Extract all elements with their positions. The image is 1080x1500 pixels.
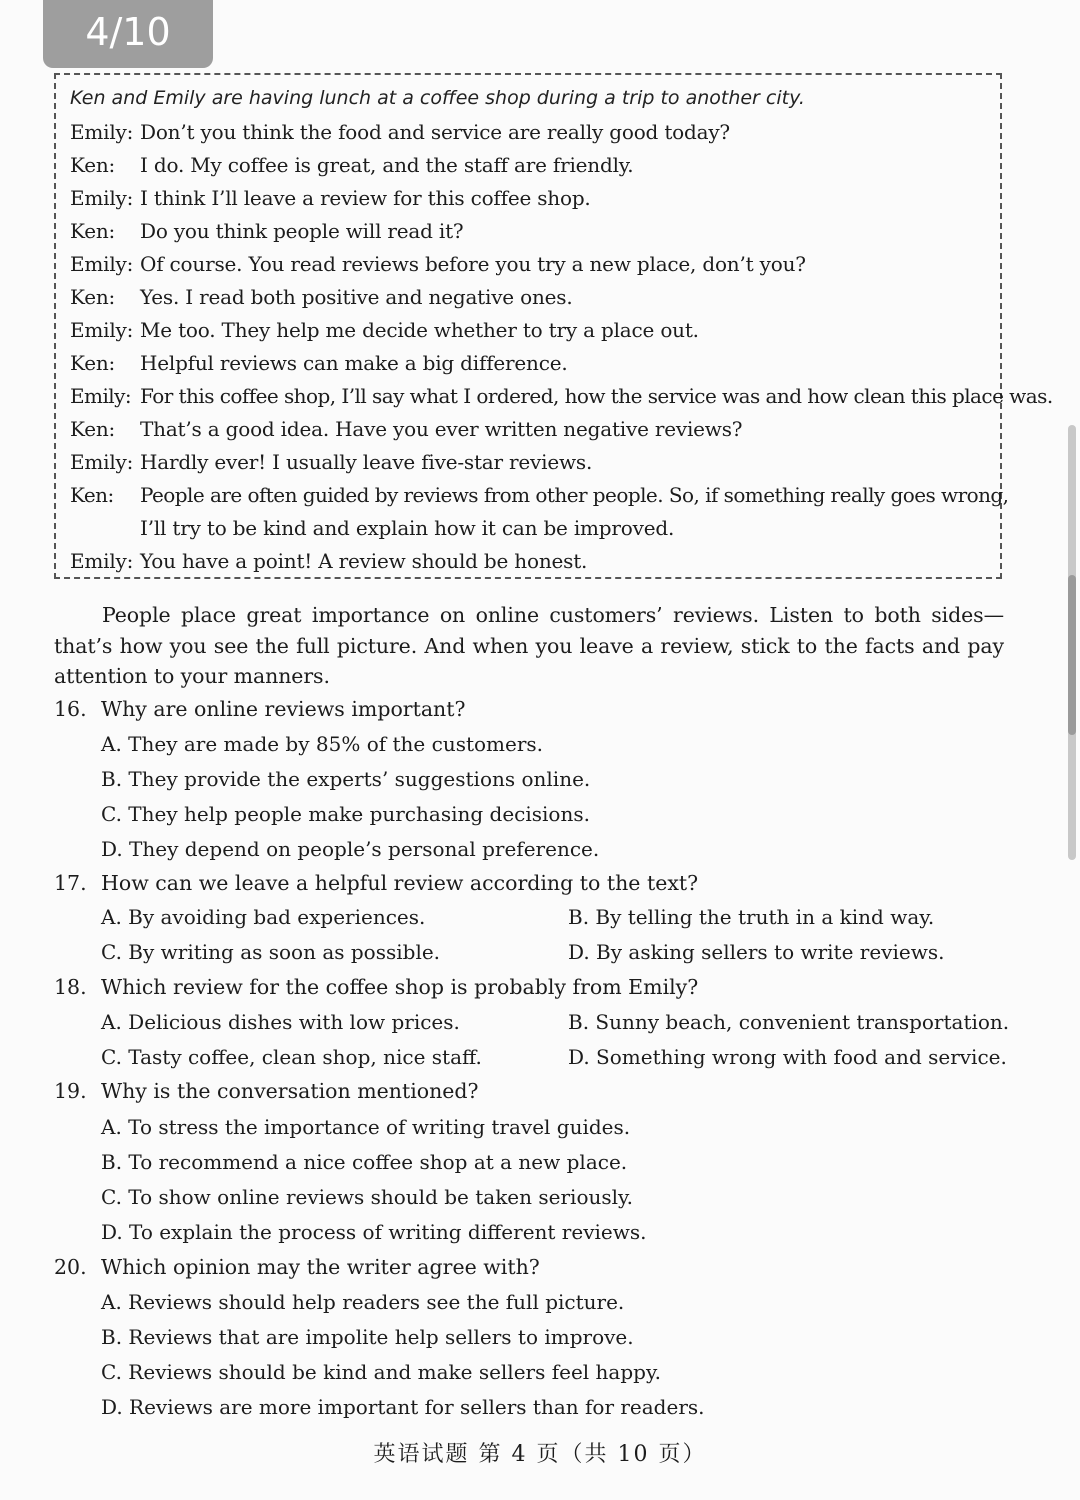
speaker: Emily: <box>70 120 134 144</box>
speaker: Emily: <box>70 384 132 408</box>
question-text: How can we leave a helpful review according to the text? <box>101 871 699 895</box>
option-19-d: D. To explain the process of writing different reviews. <box>101 1220 647 1244</box>
question-16 <box>54 697 466 721</box>
utterance: I think I’ll leave a review for this coffee shop. <box>140 186 591 210</box>
utterance: Do you think people will read it? <box>140 219 464 243</box>
option-18-c: C. Tasty coffee, clean shop, nice staff. <box>101 1045 482 1069</box>
question-text: Why are online reviews important? <box>101 697 466 721</box>
utterance: For this coffee shop, I’ll say what I ordered, how the service was and how clean this place was. <box>140 384 1053 408</box>
utterance: Of course. You read reviews before you try a new place, don’t you? <box>140 252 806 276</box>
speaker: Ken: <box>70 417 116 441</box>
utterance: You have a point! A review should be honest. <box>140 549 588 573</box>
option-16-c: C. They help people make purchasing decisions. <box>101 802 590 826</box>
speaker: Ken: <box>70 483 114 507</box>
utterance: I do. My coffee is great, and the staff are friendly. <box>140 153 634 177</box>
utterance: Helpful reviews can make a big difference. <box>140 351 568 375</box>
speaker: Ken: <box>70 351 116 375</box>
passage-paragraph: People place great importance on online customers’ reviews. Listen to both sides—that’s how you see the full picture. And when you leave a review, stick to the facts and pay attention to your manners. <box>54 603 1004 688</box>
utterance: Yes. I read both positive and negative ones. <box>140 285 573 309</box>
speaker: Emily: <box>70 252 134 276</box>
speaker: Ken: <box>70 153 116 177</box>
dialogue-line <box>70 285 572 309</box>
question-text: Which opinion may the writer agree with? <box>101 1255 540 1279</box>
dialogue-line <box>70 549 587 573</box>
question-18 <box>54 975 698 999</box>
speaker: Emily: <box>70 318 134 342</box>
option-19-b: B. To recommend a nice coffee shop at a new place. <box>101 1150 628 1174</box>
dialogue-line <box>70 384 1053 408</box>
utterance: Hardly ever! I usually leave five-star reviews. <box>140 450 593 474</box>
question-20 <box>54 1255 540 1279</box>
option-19-a: A. To stress the importance of writing travel guides. <box>101 1115 631 1139</box>
option-18-a: A. Delicious dishes with low prices. <box>101 1010 460 1034</box>
dialogue-box <box>54 73 1053 579</box>
question-number: 17. <box>54 871 87 895</box>
dialogue-line <box>70 483 1009 507</box>
option-16-b: B. They provide the experts’ suggestions online. <box>101 767 591 791</box>
speaker: Emily: <box>70 549 134 573</box>
dialogue-line <box>70 417 742 441</box>
speaker: Ken: <box>70 285 116 309</box>
dialogue-line <box>70 153 633 177</box>
question-19 <box>54 1079 479 1103</box>
option-20-a: A. Reviews should help readers see the full picture. <box>101 1290 625 1314</box>
option-18-d: D. Something wrong with food and service. <box>568 1045 1007 1069</box>
option-17-b: B. By telling the truth in a kind way. <box>568 905 935 929</box>
scrollbar-thumb[interactable] <box>1068 575 1076 735</box>
utterance: People are often guided by reviews from other people. So, if something really goes wrong, <box>140 483 1009 507</box>
question-number: 19. <box>54 1079 87 1103</box>
option-20-d: D. Reviews are more important for sellers than for readers. <box>101 1395 705 1419</box>
option-16-a: A. They are made by 85% of the customers. <box>101 732 544 756</box>
option-16-d: D. They depend on people’s personal preference. <box>101 837 600 861</box>
dialogue-line <box>70 219 463 243</box>
utterance: That’s a good idea. Have you ever written negative reviews? <box>140 417 743 441</box>
option-17-c: C. By writing as soon as possible. <box>101 940 441 964</box>
utterance: Me too. They help me decide whether to try a place out. <box>140 318 699 342</box>
utterance: I’ll try to be kind and explain how it can be improved. <box>140 516 675 540</box>
question-number: 20. <box>54 1255 87 1279</box>
option-20-b: B. Reviews that are impolite help sellers to improve. <box>101 1325 634 1349</box>
page-indicator-badge: 4/10 <box>43 0 213 68</box>
dialogue-line <box>70 351 568 375</box>
speaker: Ken: <box>70 219 116 243</box>
dialogue-line <box>70 318 699 342</box>
question-number: 16. <box>54 697 87 721</box>
speaker: Emily: <box>70 186 134 210</box>
option-18-b: B. Sunny beach, convenient transportation. <box>568 1010 1010 1034</box>
question-number: 18. <box>54 975 87 999</box>
question-17 <box>54 871 698 895</box>
dialogue-line <box>70 186 591 210</box>
option-20-c: C. Reviews should be kind and make sellers feel happy. <box>101 1360 661 1384</box>
dialogue-line <box>70 120 730 144</box>
option-17-a: A. By avoiding bad experiences. <box>101 905 426 929</box>
dialogue-line-continued <box>70 516 674 540</box>
question-text: Which review for the coffee shop is probably from Emily? <box>101 975 699 999</box>
dialogue-line <box>70 252 806 276</box>
utterance: Don’t you think the food and service are really good today? <box>140 120 730 144</box>
dialogue-intro: Ken and Emily are having lunch at a coffee shop during a trip to another city. <box>70 87 805 109</box>
question-text: Why is the conversation mentioned? <box>101 1079 479 1103</box>
option-17-d: D. By asking sellers to write reviews. <box>568 940 945 964</box>
speaker: Emily: <box>70 450 134 474</box>
dialogue-line <box>70 450 592 474</box>
option-19-c: C. To show online reviews should be taken seriously. <box>101 1185 634 1209</box>
page-footer: 英语试题 第 4 页（共 10 页） <box>373 1442 707 1467</box>
